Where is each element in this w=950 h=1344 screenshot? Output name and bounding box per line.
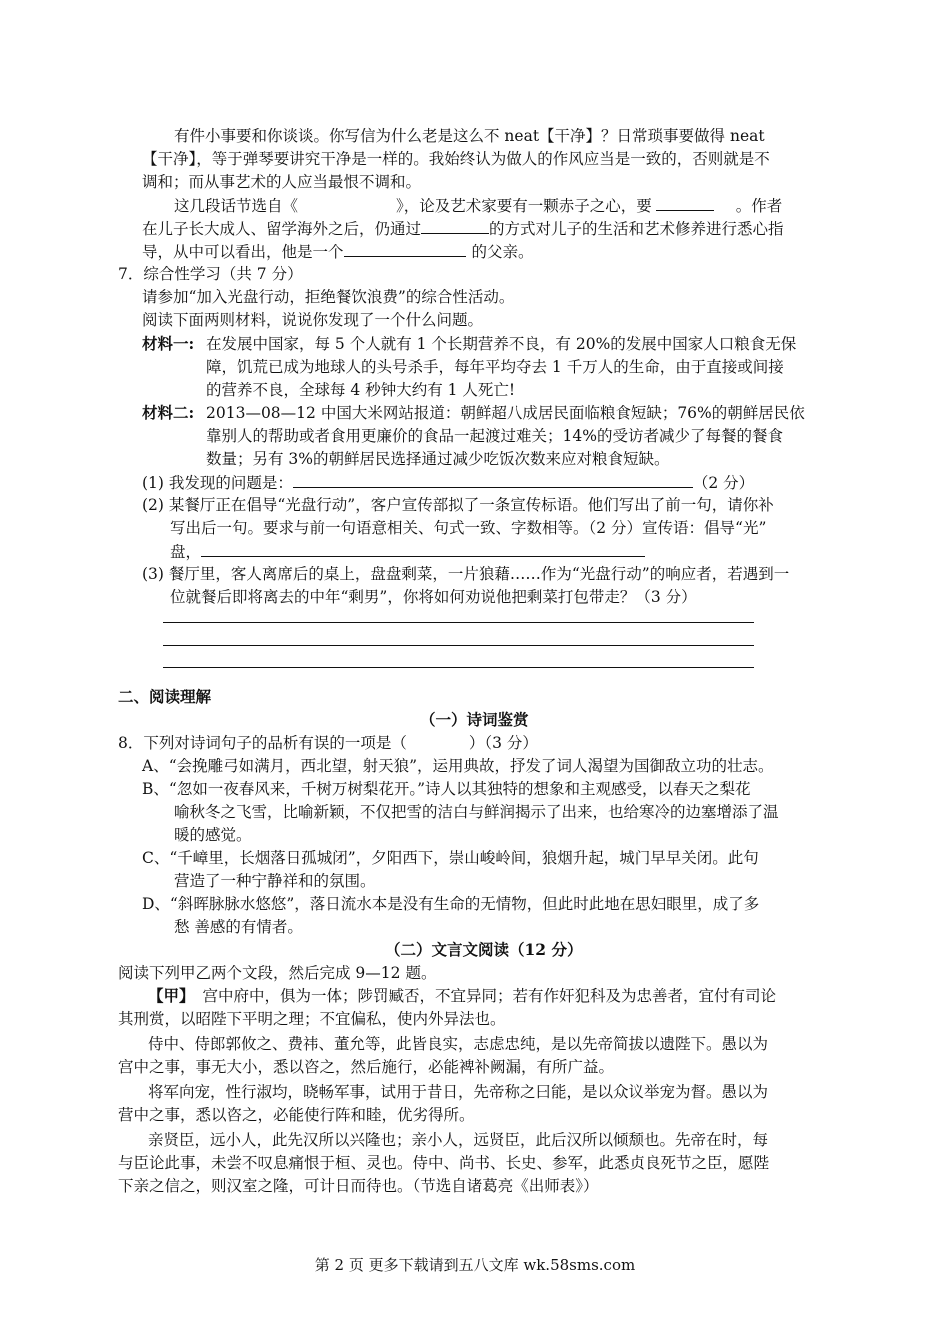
fill-line [142,217,784,240]
question-intro: 阅读下面两则材料，说说你发现了一个什么问题。 [142,311,484,329]
instructions: 阅读下列甲乙两个文段，然后完成 9—12 题。 [118,964,437,982]
classical-paragraph [148,985,776,1007]
subsection-heading: （二）文言文阅读（12 分） [385,940,583,959]
sub-question-2: 写出后一句。要求与前一句语意相关、句式一致、字数相等。（2 分）宣传语：倡导“光” [170,519,767,537]
material-label: 材料一: [142,334,195,353]
option-b: B、“忽如一夜春风来，千树万树梨花开。”诗人以其独特的想象和主观感受，以春天之梨花 [142,780,751,798]
answer-blank[interactable] [344,240,466,257]
fill-text: 导，从中可以看出，他是一个 [142,243,344,261]
sub-question-3: (3) 餐厅里，客人离席后的桌上，盘盘剩菜，一片狼藉……作为“光盘行动”的响应者，若遇到一 [142,565,790,583]
section-heading: 二、阅读理解 [118,687,212,706]
answer-line[interactable] [163,622,754,623]
passage-text: 宫中府中，俱为一体；陟罚臧否，不宜异同；若有作奸犯科及为忠善者，宜付有司论 [202,987,777,1005]
option-d: 愁 善感的有情者。 [174,918,303,936]
slogan-prefix: 盘， [170,543,202,561]
answer-line[interactable] [163,667,754,668]
material-line: 的营养不良，全球每 4 秒钟大约有 1 人死亡! [206,381,516,399]
fill-text: 的父亲。 [471,243,534,261]
classical-line: 宫中之事，事无大小，悉以咨之，然后施行，必能裨补阙漏，有所广益。 [118,1058,615,1076]
fill-text: 在儿子长大成人、留学海外之后，仍通过 [142,220,422,238]
material-label: 材料二: [142,403,195,422]
classical-line: 侍中、侍郎郭攸之、费祎、董允等，此皆良实，志虑忠纯，是以先帝简拔以遗陛下。愚以为 [148,1035,769,1053]
option-a: A、“会挽雕弓如满月，西北望，射天狼”，运用典故，抒发了词人渴望为国御敌立功的壮志。 [142,757,774,775]
fill-text: 的方式对儿子的生活和艺术修养进行悉心指 [489,220,784,238]
sub-question-2-answer [170,540,645,563]
passage-label: 【甲】 [148,986,195,1005]
material-line: 2013—08—12 中国大米网站报道：朝鲜超八成居民面临粮食短缺；76%的朝鲜居民依 [206,404,805,422]
answer-blank[interactable] [421,217,489,234]
page-footer: 第 2 页 更多下载请到五八文库 wk.58sms.com [314,1256,636,1274]
score-label: ）（3 分） [468,734,538,752]
classical-line: 亲贤臣，远小人，此先汉所以兴隆也；亲小人，远贤臣，此后汉所以倾颓也。先帝在时，每 [148,1131,769,1149]
question-text: 8．下列对诗词句子的品析有误的一项是（ [118,734,407,752]
subsection-heading: （一）诗词鉴赏 [420,710,529,729]
classical-line: 与臣论此事，未尝不叹息痛恨于桓、灵也。侍中、尚书、长史、参军，此悉贞良死节之臣，愿陛 [118,1154,770,1172]
option-c: 营造了一种宁静祥和的氛围。 [174,872,376,890]
material-line: 在发展中国家，每 5 个人就有 1 个长期营养不良，有 20%的发展中国家人口粮食无保 [206,335,797,353]
answer-blank[interactable] [201,540,645,557]
question-title: 7．综合性学习（共 7 分） [118,265,303,283]
score-label: （2 分） [692,474,755,492]
option-b: 喻秋冬之飞雪，比喻新颖，不仅把雪的洁白与鲜润揭示了出来，也给寒冷的边塞增添了温 [174,803,779,821]
question-intro: 请参加“加入光盘行动，拒绝餐饮浪费”的综合性活动。 [142,288,515,306]
fill-line [174,194,782,217]
sub-question-3: 位就餐后即将离去的中年“剩男”，你将如何劝说他把剩菜打包带走？（3 分） [170,588,697,606]
material-line: 数量；另有 3%的朝鲜居民选择通过减少吃饭次数来应对粮食短缺。 [206,450,670,468]
fill-text: 这几段话节选自《 [174,197,299,215]
material-line: 障，饥荒已成为地球人的头号杀手，每年平均夺去 1 千万人的生命，由于直接或间接 [206,358,784,376]
option-d: D、“斜晖脉脉水悠悠”，落日流水本是没有生命的无情物，但此时此地在思妇眼里，成了多 [142,895,760,913]
option-b: 暖的感觉。 [174,826,252,844]
fill-text: 。作者 [735,197,783,215]
option-c: C、“千嶂里，长烟落日孤城闭”，夕阳西下，崇山峻岭间，狼烟升起，城门早早关闭。此句 [142,849,759,867]
classical-line: 下亲之信之，则汉室之隆，可计日而待也。（节选自诸葛亮《出师表》） [118,1177,599,1195]
sub-question-text: (1) 我发现的问题是： [142,474,293,492]
sub-question-1 [142,471,754,494]
question-8 [118,732,538,754]
classical-line: 其刑赏，以昭陛下平明之理；不宜偏私，使内外异法也。 [118,1010,506,1028]
material-line: 靠别人的帮助或者食用更廉价的食品一起渡过难关；14%的受访者减少了每餐的餐食 [206,427,783,445]
fill-line [142,240,534,263]
classical-line: 营中之事，悉以咨之，必能使行阵和睦，优劣得所。 [118,1106,475,1124]
passage-line: 【干净】，等于弹琴要讲究干净是一样的。我始终认为做人的作风应当是一致的，否则就是不 [142,150,770,168]
passage-line: 有件小事要和你谈谈。你写信为什么老是这么不 neat【干净】？日常琐事要做得 neat [174,127,765,145]
answer-line[interactable] [163,645,754,646]
passage-line: 调和；而从事艺术的人应当最恨不调和。 [142,173,422,191]
classical-line: 将军向宠，性行淑均，晓畅军事，试用于昔日，先帝称之曰能，是以众议举宠为督。愚以为 [148,1083,769,1101]
answer-blank[interactable] [293,471,693,488]
sub-question-2: (2) 某餐厅正在倡导“光盘行动”，客户宣传部拟了一条宣传标语。他们写出了前一句，请你补 [142,496,774,514]
answer-blank[interactable] [656,194,714,211]
fill-text: 》，论及艺术家要有一颗赤子之心，要 [396,197,652,215]
